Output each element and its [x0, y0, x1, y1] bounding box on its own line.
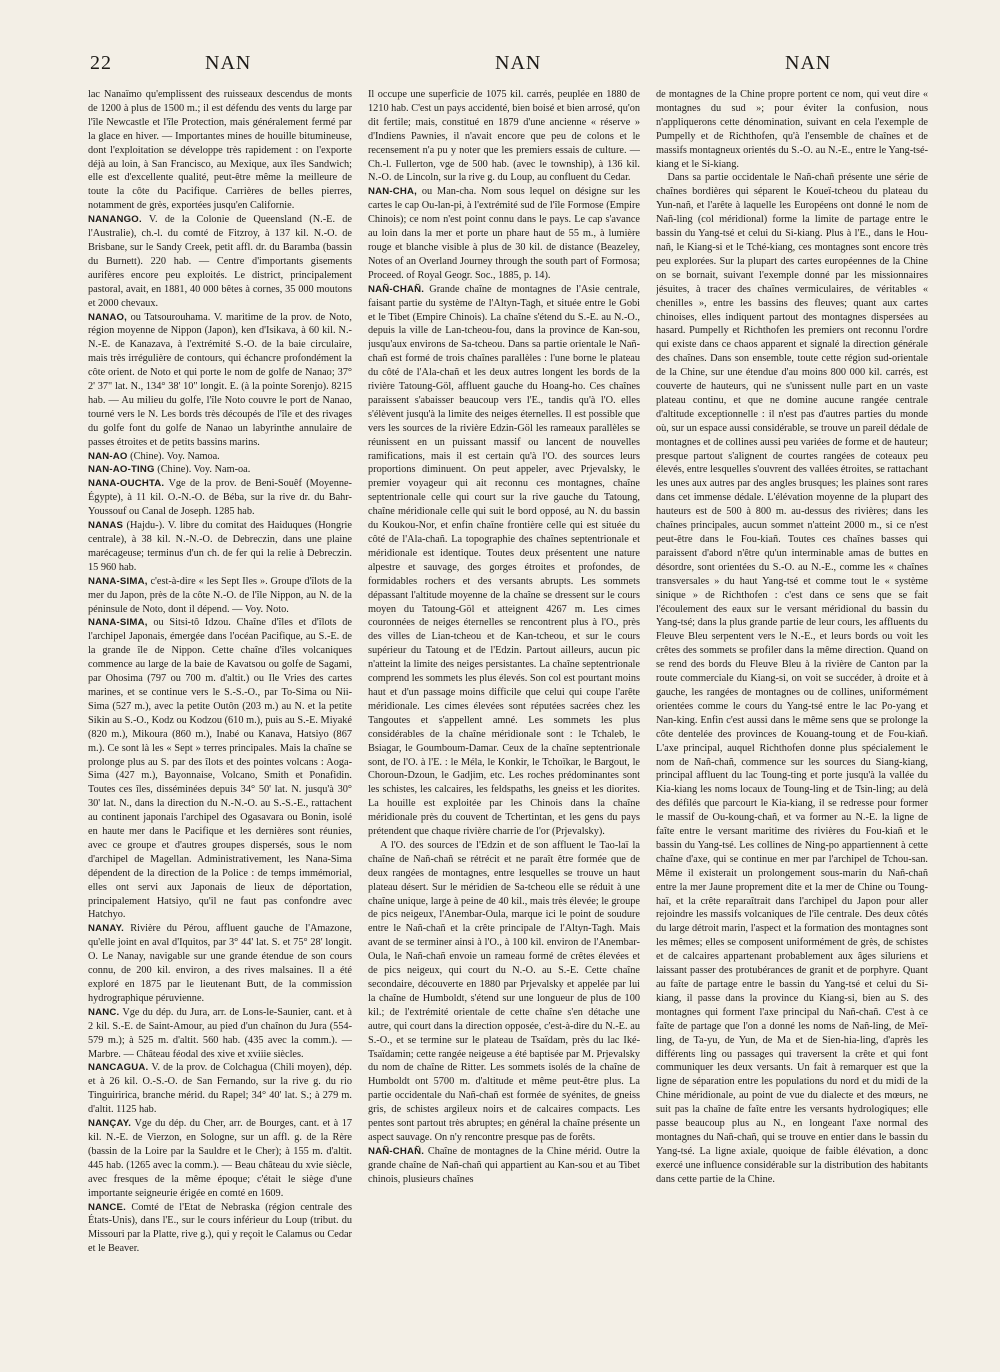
entry-paragraph: A l'O. des sources de l'Edzin et de son affluent le Tao-laï la chaîne de Nañ-chañ se rétrécit et ne paraît être formée que de deux rangées de montagnes, entre lesquelles se trouve un haut plateau désert. Sur le méridien de Sa-tcheou elle se réduit à une chaîne unique, large à peine de 40 kil., mais très élevée; le groupe de pics neigeux, l'Anembar-Oula, marque ici le point de soudure entre le Nañ-chañ et la crête principale de l'Altyn-Tagh. Mais avant de se terminer ainsi à l'O., à 100 kil. environ de l'Anembar-Oula, le Nañ-chañ envoie un rameau formé de crêtes élevées et de pics neigeux, qui court du N.-O. au S.-E. Cette chaîne secondaire, découverte en 1880 par Prjevalsky et appelée par lui la chaîne de Humboldt, s'étend sur une longueur de plus de 100 kil.; de l'extrémité orientale de cette chaîne s'en détache une autre, qui court dans la direction opposée, c'est-à-dire du N.-E. au S.-O., et se termine sur le plateau de Tsaïdam, près du lac Iké-Tsaïdamin; cette rangée neigeuse a été baptisée par M. Prjevalsky du nom de chaîne de Ritter. Les sommets isolés de la chaîne de Humboldt ont 5700 m. d'altitude et même peut-être plus. La partie occidentale du Nañ-chañ est formée de syénites, de gneiss gris, de schistes argileux noirs et de calcaires compacts. Les pentes sont partout très abruptes; en général la chaîne présente un aspect sauvage. On n'y rencontre presque pas de forêts.	[368, 839, 640, 1143]
entry-nanay: NANAY. Rivière du Pérou, affluent gauche de l'Amazone, qu'elle joint en aval d'Iquitos, par 3° 44' lat. S. et 75° 28' longit. O. Le Nanay, navigable sur une grande étendue de son cours connu, de 200 kil. environ, a des rives malsaines. Il a été exploré en 1875 par le lieutenant Butt, de la commission hydrographique péruvienne.	[88, 923, 352, 1004]
headword: NANCAGUA.	[88, 1062, 149, 1074]
entry-nan-chan-asia: NAÑ-CHAÑ. Grande chaîne de montagnes de l'Asie centrale, faisant partie du système de l'Altyn-Tagh, et située entre le Gobi et le Tibet (Empire Chinois). La chaîne s'étend du S.-E. au N.-O., depuis la ville de Lan-tcheou-fou, dans la province de Kan-sou, jusqu'aux environs de Sa-tcheou. Dans sa partie orientale le Nañ-chañ est formé de trois chaînes parallèles : l'une borne le plateau du côté de l'Ala-chañ et les deux autres longent les bords de la rivière Tatoung-Göl, affluent gauche du Hoang-ho. Ces chaînes paraissent s'abaisser beaucoup vers l'E., tandis qu'à l'O. elles s'élèvent jusqu'à la limite des neiges éternelles. Il est possible que vers les sources de la rivière Edzin-Göl les rameaux parallèles se réunissent en un puissant massif ou lancent de nouvelles ramifications, mais il est certain qu'à l'O. des sources leurs proportions diminuent. On peut appeler, avec Prjevalsky, le premier voyageur qui ait reconnu ces montagnes, chaîne septentrionale celle qui court sur la rive gauche du Tatoung, chaîne méridionale celle qui suit le bord opposé, au N. du bassin du Koukou-Nor, et enfin chaîne frontière celle qui est située du côté de l'Ala-chañ. La topographie des chaînes septentrionale et méridionale est identique. Toutes deux présentent une nature alpestre et sauvage, des gorges étroites et profondes, de formidables rochers et des versants abrupts. Les sommets dépassant l'altitude moyenne de la chaîne se dressent sur le cours moyen du Tatoung-Göl et atteignent 4267 m. Les cimes couronnées de neiges éternelles se rencontrent plus à l'O., près des villes de Lian-tcheou et de Kan-tcheou, et sur le cours supérieur du Tatoung et de l'Edzin. Partout ailleurs, aucun pic n'atteint la limite des neiges persistantes. La chaîne septentrionale comprend les sommets les plus élevés. Son col est pourtant moins haut et d'un passage moins difficile que celui qui coupe l'arête méridionale. Les cimes élevées sont réputées sacrées chez les Tangoutes et s'appellent amné. Les sommets les plus considérables de la chaîne méridionale sont : le Tchaleb, le Bsiagar, le Goumboum-Damar. Ceux de la chaîne septentrionale sont, de l'O. à l'E. : le Méla, le Konkir, le Tchoïkar, le Bargout, le Choroun-Dzoun, le Gadjim, etc. Les roches prédominantes sont les schistes, les calcaires, les feldspaths, les gneiss et les diorites. La houille est exploitée par les Chinois dans la chaîne méridionale près du couvent de Tchertintan, et les gens du pays prétendent que chaque rivière charrie de l'or (Prjevalsky).	[368, 283, 640, 838]
entry-nanao: NANAO, ou Tatsourouhama. V. maritime de la prov. de Noto, région moyenne de Nippon (Japon), ken d'Isikava, à 60 kil. N.-N.-E. de Kanazava, à l'extrémité S.-O. de la baie circulaire, mais très irrégulière de contours, qui échancre profondément la côte orient. de Noto et qui porte le nom de golfe de Nanao; 37° 2' 37" lat. N., 134° 38' 10" longit. E. (à la pointe Sorenjo). 8215 hab. — Au milieu du golfe, l'île Noto couvre le port de Nanao, tourné vers le N. Les bords très découpés de l'île et des rivages du golfe font du golfe de Nanao un labyrinthe annulaire de passes étroites et de petits bassins marins.	[88, 311, 352, 448]
headword: NANA-SIMA,	[88, 617, 148, 629]
running-title-center: NAN	[495, 52, 542, 74]
entry-nanc: NANC. Vge du dép. du Jura, arr. de Lons-le-Saunier, cant. et à 2 kil. S.-E. de Saint-Amour, au pied d'un chaînon du Jura (554-579 m.); à 525 m. d'altit. 560 hab. (435 avec la comm.). — Marbre. — Château féodal des xive et xviiie siècles.	[88, 1006, 352, 1060]
headword: NAN-AO-TING	[88, 464, 155, 476]
page-header	[0, 52, 1000, 82]
headword: NANC.	[88, 1006, 120, 1018]
entry-nan-ao-ting: NAN-AO-TING (Chine). Voy. Nam-oa.	[88, 464, 251, 476]
running-title-left: NAN	[205, 52, 252, 74]
entry-nance: NANCE. Comté de l'Etat de Nebraska (région centrale des États-Unis), dans l'E., sur le cours inférieur du Loup (tribut. du Missouri par la Platte, rive g.), qui y reçoit le Calamus ou Cedar et le Beaver.	[88, 1201, 352, 1255]
entry-nan-chan-china: NAÑ-CHAÑ. Chaîne de montagnes de la Chine mérid. Outre la grande chaîne de Nañ-chañ qui appartient au Kan-sou et au Tibet chinois, plusieurs chaînes	[368, 1145, 640, 1185]
entry-nana-sima-1: NANA-SIMA, c'est-à-dire « les Sept Iles ». Groupe d'îlots de la mer du Japon, près de la côte N.-O. de l'île Nippon, au N. de la péninsule de Noto, dont il dépend. — Voy. Noto.	[88, 575, 352, 615]
entry-nancagua: NANCAGUA. V. de la prov. de Colchagua (Chili moyen), dép. et à 26 kil. O.-S.-O. de San Fernando, sur la rive g. du rio Tinguiririca, branche mérid. du Rapel; 34° 40' lat. S.; à 279 m. d'altit. 1125 hab.	[88, 1062, 352, 1116]
entry-nan-ao: NAN-AO (Chine). Voy. Namoa.	[88, 450, 220, 462]
headword: NANA-SIMA,	[88, 575, 148, 587]
headword: NANAY.	[88, 923, 125, 935]
headword: NAÑ-CHAÑ.	[368, 1145, 425, 1157]
entry-nanango: NANANGO. V. de la Colonie de Queensland (N.-E. de l'Australie), ch.-l. du comté de Fitzroy, à 137 kil. N.-O. de Brisbane, sur le Sandy Creek, petit affl. dr. du Baramba (bassin du Burnett). 220 hab. — Centre d'importants gisements aurifères encore peu exploités. Le district, principalement pastoral, avait, en 1881, 40 000 bêtes à cornes, 35 000 moutons et 2000 chevaux.	[88, 214, 352, 309]
text-column-3	[656, 88, 928, 1358]
entry-nan-cha: NAN-CHA, ou Man-cha. Nom sous lequel on désigne sur les cartes le cap Ou-lan-pi, à l'extrémité sud de l'île Formose (Empire Chinois); ce nom n'est point connu dans le pays. Le cap s'avance au loin dans la mer et porte un phare haut de 55 m., à lumière rouge et blanche visible à plus de 30 kil. de distance (Beazeley, Notes of an Overland Journey through the south part of Formosa; Proceed. of Royal Geogr. Soc., 1885, p. 14).	[368, 186, 640, 281]
entry-continuation: Il occupe une superficie de 1075 kil. carrés, peuplée en 1880 de 1210 hab. C'est un pays accidenté, bien boisé et bien arrosé, qu'on dit fertile; mais, constitué en 1879 d'une ancienne « réserve » d'Indiens Pawnies, il n'avait encore que peu de colons et le recensement n'a pu y noter que les premiers essais de culture. — Ch.-l. Fullerton, vge de 500 hab. (avec le township), à 136 kil. N.-O. de Lincoln, sur la rive g. du Loup, au confluent du Cedar.	[368, 89, 640, 184]
entry-nanas: NANAS (Hajdu-). V. libre du comitat des Haiduques (Hongrie centrale), à 38 kil. N.-N.-O. de Debreczin, dans une plaine marécageuse; terminus d'un ch. de fer qui la relie à Debreczin. 15 960 hab.	[88, 520, 352, 573]
headword: NAN-AO	[88, 450, 128, 462]
headword: NANCE.	[88, 1201, 126, 1213]
entry-continuation: de montagnes de la Chine propre portent ce nom, qui veut dire « montagnes du sud »; pour éviter la confusion, nous n'appliquerons cette dénomination, suivant en cela l'exemple de Pumpelly et de Richthofen, qu'à l'ensemble de chaînes et de massifs montagneux orientés du S.-O. au N.-E., entre le Yang-tsé-kiang et le Si-kiang.	[656, 89, 928, 170]
headword: NANA-OUCHTA.	[88, 478, 165, 490]
headword: NANÇAY.	[88, 1118, 132, 1130]
text-column-2	[368, 88, 640, 1358]
entry-paragraph: Dans sa partie occidentale le Nañ-chañ présente une série de chaînes bordières qui séparent le Koueï-tcheou du plateau du Yun-nañ, et l'arête à laquelle les Européens ont donné le nom de Nañ-ling (col méridional) forme la limite de partage entre le bassin du Yang-tsé et celui du Si-kiang. Plus à l'E., dans le Hou-nañ, le Kiang-si et le Tché-kiang, ces montagnes sont encore très peu explorées. Sur la plupart des cartes européennes de la Chine on se bornait, suivant l'exemple donné par les missionnaires jésuites, à tracer des chaînes vermiculaires, de véritables « chenilles », entre les bassins des fleuves; quant aux cartes chinoises, elles indiquent partout des montagnes dispersées au hasard. Pumpelly et Richthofen les premiers ont reconnu l'ordre qui existe dans ce chaos apparent et signalé la direction générale des chaînes. Dans son ensemble, toute cette région sud-orientale de la Chine, sur une étendue d'au moins 800 000 kil. carrés, est couverte de hauteurs, qui ne s'unissent nulle part en un vaste plateau continu, et que ne domine aucune rangée centrale d'altitude exceptionnelle : il n'est pas d'autres parties du monde où, sur un espace aussi considérable, se trouve un pareil dédale de montagnes et de collines aussi peu variées de forme et de hauteur; presque partout s'alignent de courtes rangées de coteaux peu élevés, entre lesquelles s'ouvrent des vallées étroites, se rattachant les unes aux autres par des angles brusques; les plaines sont rares dans cet immense dédale. L'élévation moyenne de la plupart des hauteurs est de 500 à 800 m. au-dessus des rivières; dans les chaînes principales, aucun sommet n'atteint 2000 m., si ce n'est peut-être dans le Fou-kiañ. Toutes ces chaînes basses qui paraissent d'abord n'être qu'un interminable amas de buttes en désordre, sont orientées du S.-O. au N.-E., comme les « chaînes transversales » du haut Yang-tsé et comme tout le « système sinique » de Richthofen : c'est dans ce sens que se fait l'écoulement des eaux sur le versant méridional du bassin du Yang-tsé; dans la plus grande partie de leur cours, les affluents du Fleuve Bleu serpentent vers le N.-E., et leurs bords ou voit les crêtes des sommets se profiler dans la même direction. Quand on se rend des bords du Fleuve Bleu à la rivière de Canton par la route commerciale du Kiang-si, on voit se succéder, à droite et à gauche, les rangées de montagnes ou de collines, uniformément orientées comme le cours du Yang-tsé entre le lac Po-yang et Nan-king. Enfin c'est aussi dans le même sens que se prolonge la côte dentelée des provinces de Kouang-toung et de Fou-kiañ. L'axe principal, auquel Richthofen donne plus spécialement le nom de Nañ-chañ, commence sur les sources du Siang-kiang, principal affluent du lac Toung-ting et porte jusqu'à la vallée du Kia-kiang les noms locaux de Toung-ling et de Tsin-ling; au delà des défilés que parcourt le Kia-kiang, il se redresse pour former le massif de Ou-koung-chañ, et va former au N.-E. la ligne de faîte entre le versant maritime des rivières du Fou-kiañ et le bassin du Yang-tsé. Les collines de Ning-po appartiennent à cette chaîne d'axe, qui se continue en mer par l'archipel de Tchou-san. Même il existerait un prolongement sous-marin du Nañ-chañ entre la mer Jaune proprement dite et la mer de Chine ou Toung-haï, et la crête reparaîtrait dans l'archipel du Japon pour aller rejoindre les massifs volcaniques de l'île centrale. Des deux côtés du large détroit marin, l'aspect et la formation des montagnes sont les mêmes; elles se composent uniformément de grès, de schistes et de calcaires appartenant probablement aux âges siluriens et laissant passer des protubérances de granit et de porphyre. Quant au faîte de partage entre le bassin du Yang-tsé et celui du Si-kiang, il passe dans la province du Kiang-si, bien au S. des montagnes qui forment l'axe principal du Nañ-chañ. C'est à ce faîte de partage que l'on a donné les noms de Nañ-ling, de Meï-ling, de Ta-yu, de Yun, de Ma et de Sien-hia-ling, d'après les différents ling ou passages qui traversent la crête et qui font communiquer les deux versants. Un fait à remarquer est que la ligne de séparation entre les populations du nord et du midi de la Chine méridionale, au point de vue du dialecte et des mœurs, ne suit pas la chaîne de faîte entre les versants hydrologiques; elle passe beaucoup plus au N., en longeant l'axe normal des montagnes du Nañ-chañ, qui se trouve en entier dans le bassin du Yang-tsé. La ligne axiale, quoique de faible élévation, a donc exercé une influence considérable sur la distribution des habitants dans cette partie de la Chine.	[656, 172, 928, 1185]
headword: NANANGO.	[88, 214, 142, 226]
headword: NANAS	[88, 520, 124, 532]
entry-nancay: NANÇAY. Vge du dép. du Cher, arr. de Bourges, cant. et à 17 kil. N.-E. de Vierzon, en Sologne, sur un affl. g. de la Rère (bassin de la Loire par la Sauldre et le Cher); à 155 m. d'altit. 445 hab. (1265 avec la comm.). — Beau château du xvie siècle, avec fresques de la même époque; c'était le siège d'une importante seigneurie érigée en comté en 1609.	[88, 1118, 352, 1199]
entry-nana-ouchta: NANA-OUCHTA. Vge de la prov. de Beni-Souêf (Moyenne-Égypte), à 11 kil. O.-N.-O. de Béba, sur la rive dr. du Bahr-Youssouf ou Canal de Joseph. 1285 hab.	[88, 478, 352, 518]
page-number: 22	[90, 52, 112, 74]
entry-nana-sima-2: NANA-SIMA, ou Sitsi-tô Idzou. Chaîne d'îles et d'îlots de l'archipel Japonais, émergée dans l'océan Pacifique, au S.-E. de la grande île de Nippon. Cette chaîne d'îles volcaniques commence au large de la baie de Kavatsou ou golfe de Sagami, par Ohosima (797 ou 700 m. d'altit.) ou Ile Vries des cartes marines, et se continue vers le S.-S.-O., par To-Sima ou Nii-Sima (527 m.), avec la petite Outôn (203 m.) au N. et la petite Sikin au S.-O., Kodz ou Kodzou (610 m.), puis au S.-E. Miyaké (820 m.), Mikoura (860 m.), Inabé ou Kanava, Hatsiyo (867 m.). Ce sont là les « Sept » terres principales. Mais la chaîne se prolonge plus au S. par des îlots et des pointes volcans : Aoga-Sima (427 m.), Bayonnaise, Volcano, Smith et Ponafidin. Toutes ces îles, disséminées depuis 34° 50' lat. N. jusqu'à 30° 30' lat. N., dans la direction du N.-N.-O. au S.-S.-E., rattachent au continent japonais l'archipel des Ogasavara ou Bonin, isolé en haute mer dans le Pacifique et les dernières sont réunies, avec ce groupe et d'autres groupes dispersés, sous le nom d'archipel de Magellan. Administrativement, les Nana-Sima dépendent de la direction de la Police : de temps immémorial, elles ont servi aux Japonais de lieux de déportation, principalement Hatsiyo, qu'il ne faut pas confondre avec Hatchyo.	[88, 617, 352, 921]
entry-continuation: lac Nanaïmo qu'emplissent des ruisseaux descendus de monts de 1200 à plus de 1500 m.; il est défendu des vents du large par l'île Newcastle et l'île Protection, mais généralement fermé par la glace en hiver. — Importantes mines de houille bitumineuse, dont l'exploitation se développe très rapidement : on l'exporte déjà au loin, à San Francisco, au Mexique, aux îles Sandwich; elle est d'excellente qualité, peut-être même la meilleure de toute la côte du Pacifique. Carrières de belles pierres, notamment de grès, exportées jusqu'en Californie.	[88, 89, 352, 212]
text-column-1	[88, 88, 352, 1358]
headword: NANAO,	[88, 311, 128, 323]
headword: NAÑ-CHAÑ.	[368, 283, 425, 295]
headword: NAN-CHA,	[368, 186, 418, 198]
running-title-right: NAN	[785, 52, 832, 74]
